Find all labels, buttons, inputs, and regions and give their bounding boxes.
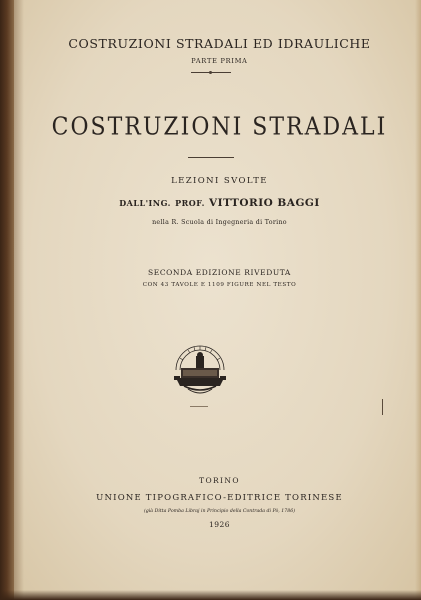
plates-line: CON 43 TAVOLE E 1109 FIGURE NEL TESTO	[142, 282, 297, 288]
book-spine	[0, 0, 14, 600]
publisher-emblem-icon	[170, 336, 230, 400]
school-line: nella R. Scuola di Ingegneria di Torino	[152, 219, 287, 226]
pencil-mark	[382, 399, 383, 415]
author-prefix-prof: PROF.	[175, 198, 205, 208]
edition-line: SECONDA EDIZIONE RIVEDUTA	[148, 268, 291, 277]
imprint-publisher: UNIONE TIPOGRAFICO-EDITRICE TORINESE	[96, 493, 343, 503]
gutter-shadow	[14, 0, 24, 600]
ornament-dot	[209, 71, 212, 74]
ornament-rule	[191, 72, 231, 73]
author-name: VITTORIO BAGGI	[209, 197, 320, 209]
imprint-year: 1926	[208, 520, 231, 529]
book-title: COSTRUZIONI STRADALI	[51, 113, 388, 142]
lectures-line: LEZIONI SVOLTE	[171, 176, 268, 186]
series-part: PARTE PRIMA	[191, 57, 248, 65]
page-edge	[415, 0, 421, 600]
imprint-city: TORINO	[199, 476, 240, 485]
emblem-underline	[190, 406, 208, 407]
bottom-edge-shadow	[0, 590, 421, 600]
title-rule	[188, 157, 234, 158]
series-title: COSTRUZIONI STRADALI ED IDRAULICHE	[68, 36, 371, 51]
author-prefix-ing: DALL'ING.	[119, 198, 171, 208]
imprint-address: (già Ditta Pomba Libraj in Principio della Contrada di Pò, 1786)	[143, 509, 296, 514]
author-line	[24, 197, 415, 209]
